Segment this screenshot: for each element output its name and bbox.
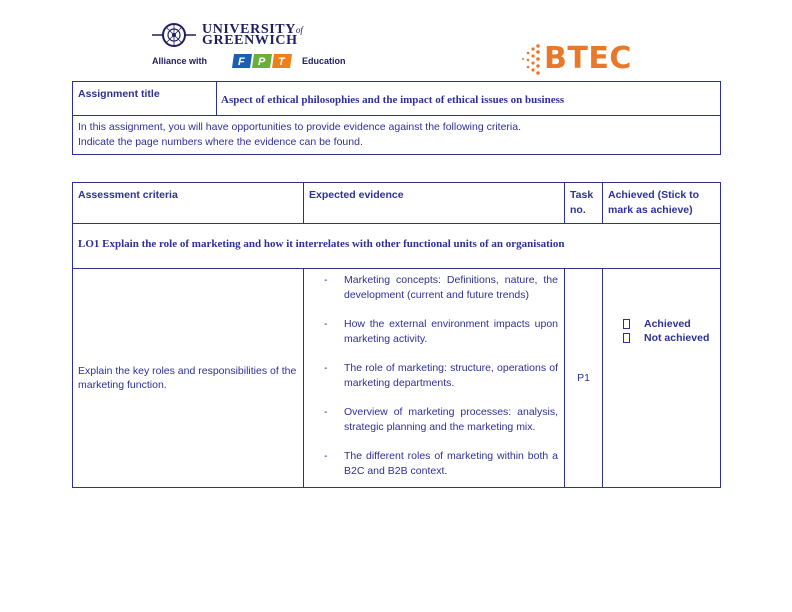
checkbox-icon[interactable] [623,333,630,343]
university-line2: GREENWICH [202,33,298,48]
assignment-title-value: Aspect of ethical philosophies and the impact of ethical issues on business [217,82,721,116]
option-achieved-label: Achieved [644,318,691,330]
education-label: Education [302,56,346,66]
evidence-item: - The different roles of marketing within both a B2C and B2B context. [324,450,558,477]
achievement-options [603,269,721,488]
assignment-intro [73,116,721,155]
intro-line-2: Indicate the page numbers where the evidence can be found. [78,136,363,148]
criteria-p1: Explain the key roles and responsibilities of the marketing function. [73,269,304,488]
btec-wordmark: BTEC [544,41,632,76]
criteria-table [72,182,721,488]
evidence-item: - How the external environment impacts upon marketing activity. [324,318,558,345]
evidence-item: - Marketing concepts: Definitions, nature, the development (current and future trends) [324,274,558,301]
svg-text:F: F [238,56,245,68]
evidence-item: - The role of marketing: structure, operations of marketing departments. [324,362,558,389]
header-task-no: Task no. [565,183,603,224]
assignment-title-label: Assignment title [73,82,217,116]
option-not-achieved-label: Not achieved [644,332,710,344]
task-number: P1 [565,269,603,488]
fpt-logo [230,54,298,68]
assignment-table [72,81,721,155]
university-of-greenwich-logo [152,22,357,70]
header-achieved: Achieved (Stick to mark as achieve) [603,183,721,224]
alliance-with-label: Alliance with [152,56,208,66]
university-line1: UNIVERSITYof [202,22,303,37]
svg-text:T: T [278,56,285,68]
header-expected-evidence: Expected evidence [304,183,565,224]
expected-evidence-list [304,269,565,488]
option-achieved[interactable] [623,317,720,331]
lo1-heading: LO1 Explain the role of marketing and how it interrelates with other functional units of an organisation [73,224,721,269]
option-not-achieved[interactable] [623,331,720,345]
intro-line-1: In this assignment, you will have opportunities to provide evidence against the following criteria. [78,121,521,133]
btec-logo [520,42,650,76]
btec-dots-icon [520,42,542,76]
header-assessment-criteria: Assessment criteria [73,183,304,224]
checkbox-icon[interactable] [623,319,630,329]
svg-text:P: P [258,56,266,68]
university-emblem-icon [152,22,196,48]
evidence-item: - Overview of marketing processes: analysis, strategic planning and the marketing mix. [324,406,558,433]
